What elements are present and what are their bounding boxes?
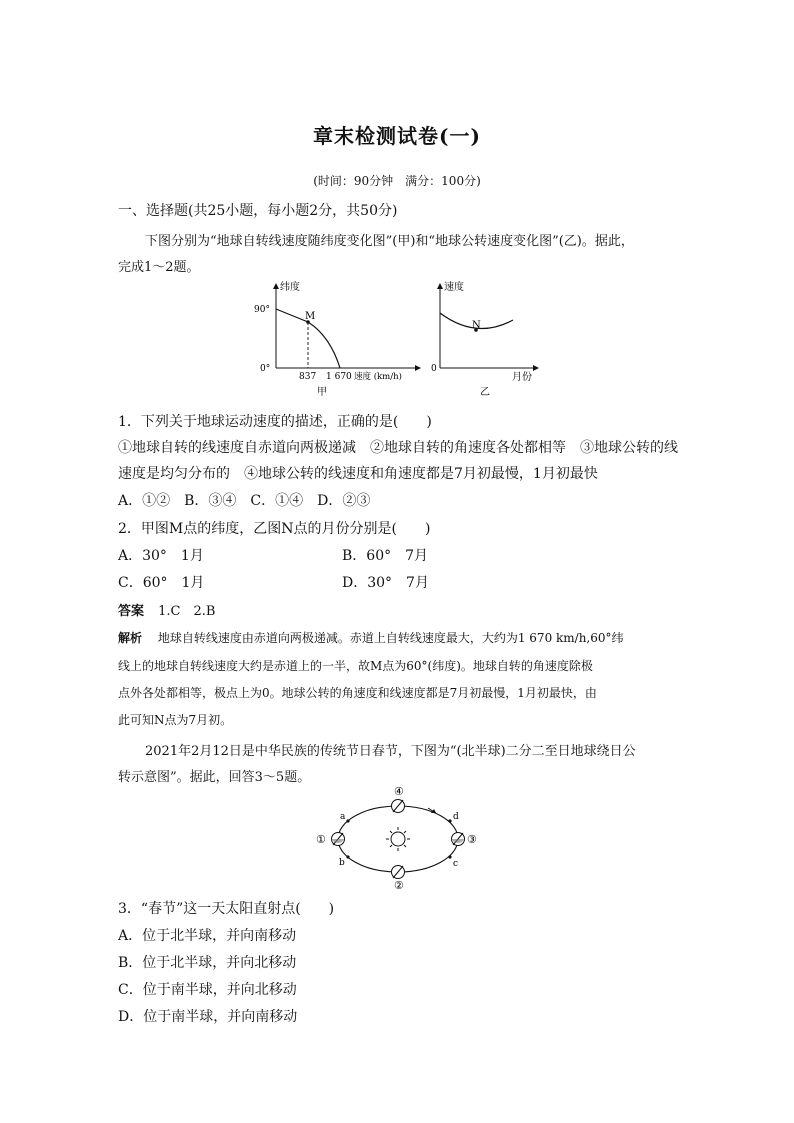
label-1: ① [316, 833, 326, 846]
question-3-option-c: C．位于南半球，并向北移动 [118, 982, 297, 998]
y-axis-label: 速度 [444, 282, 464, 293]
earth-position-2 [392, 866, 405, 879]
intro-text-line1: 下图分别为“地球自转线速度随纬度变化图”(甲)和“地球公转速度变化图”(乙)。据此， [145, 234, 634, 249]
orbit-diagram [310, 786, 490, 892]
question-2-option-d: D．30° 7月 [342, 575, 429, 591]
point-n-label: N [472, 320, 481, 331]
x-axis-label: 月份 [512, 372, 532, 383]
y-axis-label: 纬度 [280, 282, 300, 293]
figure-jia-caption: 甲 [317, 387, 327, 398]
analysis-line1: 解析 地球自转线速度由赤道向两极递减。赤道上自转线速度最大，大约为1 670 km/h,60°纬 [118, 631, 624, 645]
question-3-option-b: B．位于北半球，并向北移动 [118, 955, 297, 971]
label-4: ④ [394, 786, 404, 798]
y-tick-90: 90° [254, 305, 270, 315]
x-axis-label: 速度 (km/h) [354, 372, 402, 382]
origin-label: 0 [431, 364, 437, 374]
analysis-line4: 此可知N点为7月初。 [118, 713, 233, 727]
label-b: b [339, 858, 345, 868]
question-2-option-b: B．60° 7月 [342, 548, 429, 564]
point-c [448, 855, 451, 858]
question-2-option-c: C．60° 1月 [118, 575, 205, 591]
question-1-stem: 1．下列关于地球运动速度的描述，正确的是( ) [118, 414, 432, 430]
answer-value: 1.C 2.B [158, 604, 216, 619]
label-2: ② [394, 879, 404, 892]
rotation-speed-chart [250, 278, 425, 400]
section-heading: 一、选择题(共25小题，每小题2分，共50分) [118, 203, 398, 219]
point-a [346, 819, 349, 822]
point-m-label: M [305, 311, 316, 322]
question-2-stem: 2．甲图M点的纬度，乙图N点的月份分别是( ) [118, 521, 431, 537]
point-b [346, 855, 349, 858]
question-3-option-d: D．位于南半球，并向南移动 [118, 1009, 298, 1025]
exam-info: (时间：90分钟 满分：100分) [313, 174, 481, 188]
orbit-ellipse [338, 806, 458, 872]
analysis-line3: 点外各处都相等，极点上为0。地球公转的角速度和线速度都是7月初最慢，1月初最快，由 [118, 686, 597, 700]
question-1-statements-line2: 速度是均匀分布的 ④地球公转的线速度和角速度都是7月初最慢，1月初最快 [118, 466, 598, 482]
x-tick-837: 837 [299, 372, 317, 382]
page-title: 章末检测试卷(一) [313, 124, 481, 148]
y-tick-0: 0° [260, 364, 271, 374]
earth-position-1 [332, 833, 345, 846]
label-a: a [340, 812, 346, 822]
label-c: c [453, 859, 459, 869]
revolution-speed-chart [428, 278, 548, 400]
point-d [448, 819, 451, 822]
analysis-label: 解析 [118, 631, 143, 645]
label-d: d [453, 812, 459, 822]
label-3: ③ [467, 833, 477, 846]
earth-position-4 [392, 800, 405, 813]
question-1-options: A．①② B．③④ C．①④ D．②③ [118, 493, 371, 509]
question-1-statements-line1: ①地球自转的线速度自赤道向两极递减 ②地球自转的角速度各处都相等 ③地球公转的线 [118, 440, 678, 456]
intro-text-line2: 完成1～2题。 [118, 260, 200, 275]
section2-intro-line1: 2021年2月12日是中华民族的传统节日春节，下图为“(北半球)二分二至日地球绕日公 [145, 744, 636, 759]
figure-yi-caption: 乙 [480, 387, 490, 398]
arrow-head [431, 809, 436, 813]
question-3-option-a: A．位于北半球，并向南移动 [118, 928, 297, 944]
question-3-stem: 3．“春节”这一天太阳直射点( ) [118, 901, 335, 917]
analysis-line2: 线上的地球自转线速度大约是赤道上的一半，故M点为60°(纬度)。地球自转的角速度除极 [118, 659, 593, 673]
sun-icon [386, 827, 410, 851]
section2-intro-line2: 转示意图”。据此，回答3～5题。 [118, 770, 311, 785]
earth-position-3 [452, 833, 465, 846]
question-2-option-a: A．30° 1月 [118, 548, 204, 564]
answer-block [118, 600, 215, 619]
x-tick-1670: 1 670 [326, 372, 352, 382]
answer-label: 答案 [118, 604, 145, 619]
